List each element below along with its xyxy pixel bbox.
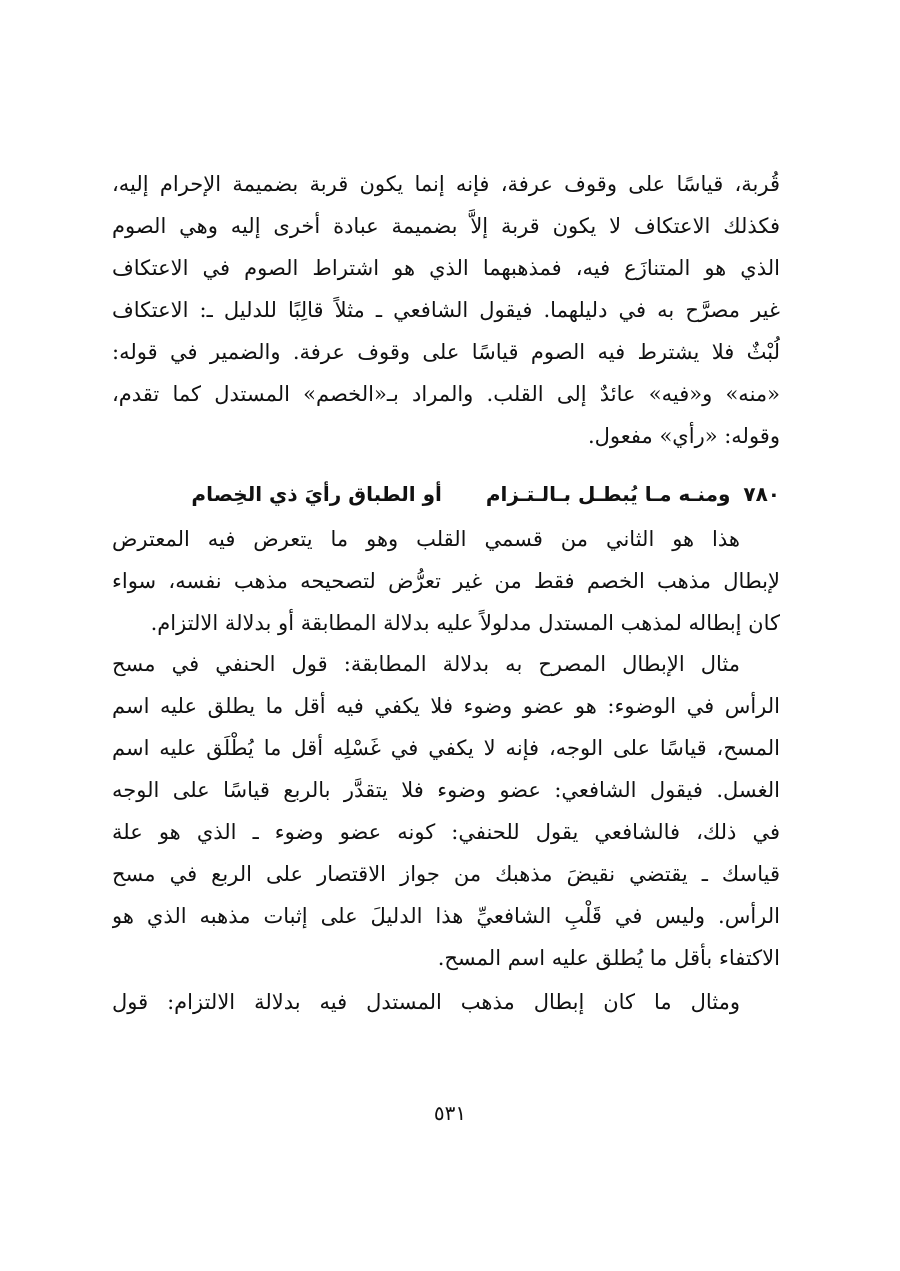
text-line: الذي هو المتنازَع فيه، فمذهبهما الذي هو اشتراط الصوم في الاعتكاف (112, 256, 780, 280)
verse-heading (112, 472, 780, 516)
text-line: الرأس في الوضوء: هو عضو وضوء فلا يكفي فيه أقل ما يطلق عليه اسم (112, 694, 780, 718)
text-line: لإبطال مذهب الخصم فقط من غير تعرُّض لتصحيحه مذهب نفسه، سواء (112, 569, 780, 593)
verse-number: ٧٨٠ (743, 482, 780, 506)
text-line: الغسل. فيقول الشافعي: عضو وضوء فلا يتقدَّر بالربع قياسًا على الوجه (112, 778, 780, 802)
text-line: قياسك ـ يقتضي نقيضَ مذهبك من جواز الاقتصار على الربع في مسح (112, 862, 780, 886)
final-paragraph (112, 981, 780, 1023)
text-line: ومثال ما كان إبطال مذهب المستدل فيه بدلالة الالتزام: قول (112, 990, 740, 1014)
text-line: غير مصرَّح به في دليلهما. فيقول الشافعي ـ مثلاً قالِبًا للدليل ـ: الاعتكاف (112, 298, 780, 322)
text-line: وقوله: «رأي» مفعول. (587, 424, 780, 448)
example-paragraph (112, 643, 780, 979)
continued-paragraph (112, 163, 780, 457)
commentary-paragraph (112, 518, 780, 644)
text-line: في ذلك، فالشافعي يقول للحنفي: كونه عضو وضوء ـ الذي هو علة (112, 820, 780, 844)
text-line: الرأس. وليس في قَلْبِ الشافعيِّ هذا الدليلَ على إثبات مذهبه الذي هو (112, 904, 780, 928)
text-line: لُبْثٌ فلا يشترط فيه الصوم قياسًا على وقوف عرفة. والضمير في قوله: (112, 340, 780, 364)
text-line: فكذلك الاعتكاف لا يكون قربة إلاَّ بضميمة عبادة أخرى إليه وهي الصوم (112, 214, 780, 238)
text-line: هذا هو الثاني من قسمي القلب وهو ما يتعرض فيه المعترض (112, 527, 740, 551)
verse-hemistich-left: أو الطباق رأيَ ذي الخِصام (191, 482, 442, 506)
page-number: ٥٣١ (433, 1101, 467, 1125)
text-line: كان إبطاله لمذهب المستدل مدلولاً عليه بدلالة المطابقة أو بدلالة الالتزام. (150, 611, 780, 635)
text-line: قُربة، قياسًا على وقوف عرفة، فإنه إنما يكون قربة بضميمة الإحرام إليه، (112, 172, 780, 196)
text-line: المسح، قياسًا على الوجه، فإنه لا يكفي في غَسْلِه أقل ما يُطْلَق عليه اسم (112, 736, 780, 760)
text-line: «منه» و«فيه» عائدٌ إلى القلب. والمراد بـ«الخصم» المستدل كما تقدم، (112, 382, 780, 406)
text-line: الاكتفاء بأقل ما يُطلق عليه اسم المسح. (437, 946, 780, 970)
text-line: مثال الإبطال المصرح به بدلالة المطابقة: قول الحنفي في مسح (112, 652, 740, 676)
verse-hemistich-right: ومنـه مـا يُبطـل بـالـتـزام (485, 482, 731, 506)
